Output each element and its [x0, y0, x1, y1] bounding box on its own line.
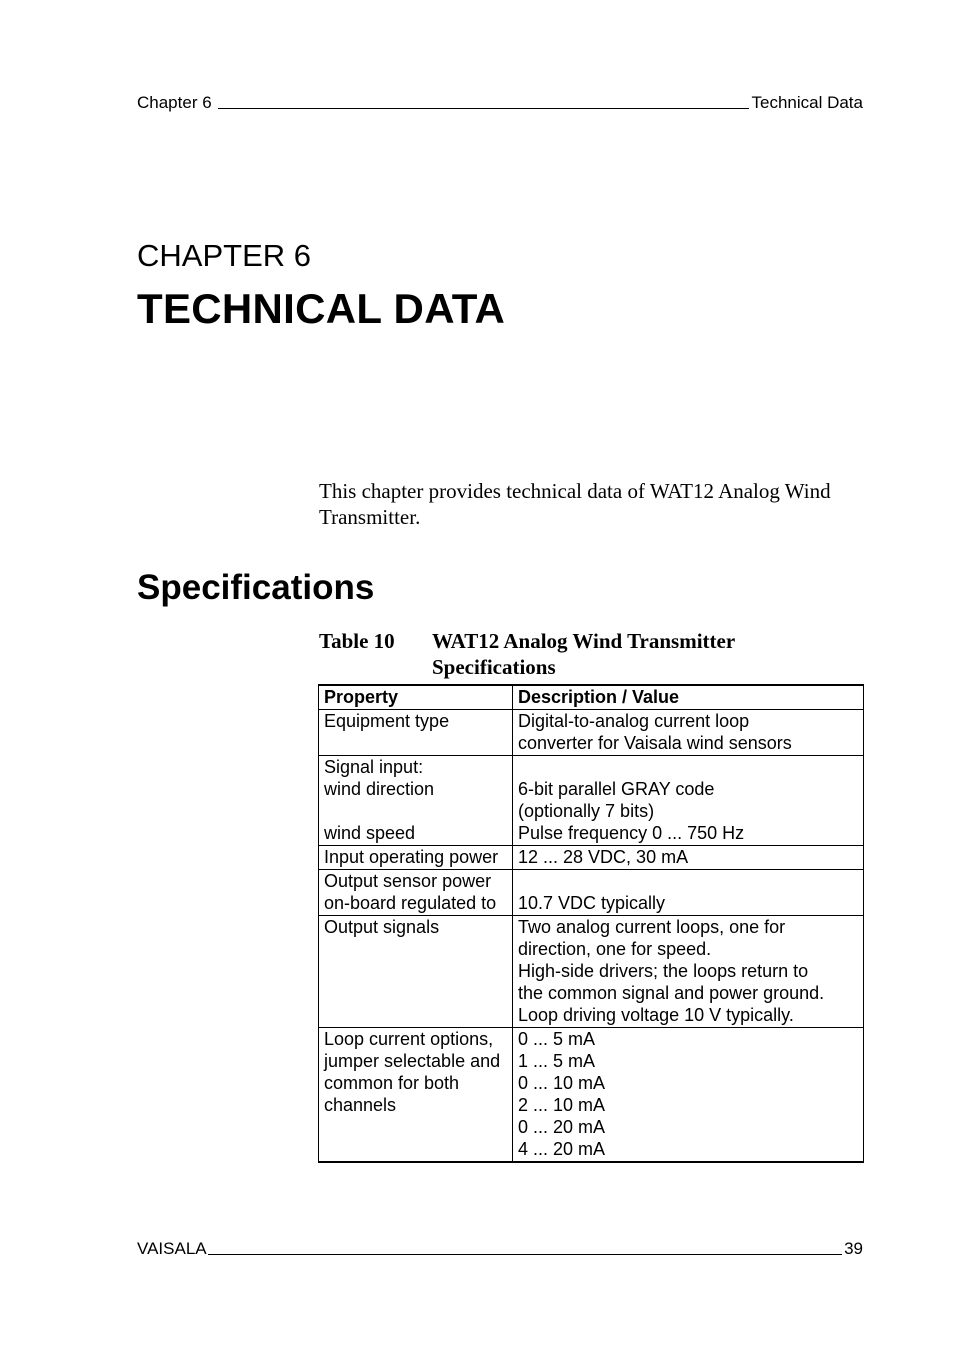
cell-line: Equipment type — [324, 711, 450, 731]
header-section: Technical Data — [751, 93, 863, 112]
property-cell — [319, 870, 513, 916]
cell-line: 0 ... 20 mA — [518, 1117, 606, 1137]
table-caption — [319, 628, 863, 680]
table-header-row — [319, 685, 864, 710]
property-cell — [319, 710, 513, 756]
page-footer — [137, 1237, 863, 1259]
cell-line: jumper selectable and — [324, 1051, 501, 1071]
section-title: Specifications — [137, 568, 375, 607]
footer-company: VAISALA — [137, 1239, 207, 1258]
header-chapter: Chapter 6 — [137, 93, 212, 112]
chapter-label: CHAPTER 6 — [137, 238, 311, 273]
cell-line: High-side drivers; the loops return to — [518, 961, 809, 981]
value-cell — [513, 756, 864, 846]
property-cell — [319, 916, 513, 1028]
table-row — [319, 916, 864, 1028]
value-cell — [513, 846, 864, 870]
cell-line: converter for Vaisala wind sensors — [518, 733, 792, 753]
page-header — [137, 91, 863, 113]
table-row — [319, 710, 864, 756]
cell-line: direction, one for speed. — [518, 939, 712, 959]
cell-line: 6-bit parallel GRAY code — [518, 779, 715, 799]
table-body — [319, 710, 864, 1163]
footer-rule — [208, 1254, 842, 1255]
value-cell — [513, 916, 864, 1028]
cell-line: Loop driving voltage 10 V typically. — [518, 1005, 794, 1025]
cell-line: wind direction — [324, 779, 435, 799]
value-cell — [513, 870, 864, 916]
cell-line: 10.7 VDC typically — [518, 893, 666, 913]
cell-line: common for both — [324, 1073, 460, 1093]
cell-line: 12 ... 28 VDC, 30 mA — [518, 847, 689, 867]
cell-line: 0 ... 10 mA — [518, 1073, 606, 1093]
cell-line: channels — [324, 1095, 397, 1115]
chapter-title: TECHNICAL DATA — [137, 285, 506, 332]
cell-line: Input operating power — [324, 847, 499, 867]
table-caption-number: Table 10 — [319, 629, 395, 653]
blank-line — [518, 756, 859, 778]
table-row — [319, 756, 864, 846]
value-cell — [513, 1028, 864, 1163]
column-header-property: Property — [319, 685, 513, 710]
cell-line: Digital-to-analog current loop — [518, 711, 750, 731]
cell-line: Signal input: — [324, 757, 424, 777]
cell-line: 2 ... 10 mA — [518, 1095, 606, 1115]
table-row — [319, 1028, 864, 1163]
cell-line: the common signal and power ground. — [518, 983, 825, 1003]
column-header-value: Description / Value — [513, 685, 864, 710]
cell-line: 0 ... 5 mA — [518, 1029, 596, 1049]
cell-line: (optionally 7 bits) — [518, 801, 655, 821]
page-number: 39 — [844, 1239, 863, 1258]
value-cell — [513, 710, 864, 756]
cell-line: Pulse frequency 0 ... 750 Hz — [518, 823, 745, 843]
property-cell — [319, 846, 513, 870]
property-cell — [319, 756, 513, 846]
blank-line — [324, 800, 508, 822]
cell-line: on-board regulated to — [324, 893, 497, 913]
cell-line: 1 ... 5 mA — [518, 1051, 596, 1071]
cell-line: Output sensor power — [324, 871, 492, 891]
cell-line: wind speed — [324, 823, 416, 843]
cell-line: 4 ... 20 mA — [518, 1139, 606, 1159]
cell-line: Output signals — [324, 917, 440, 937]
table-caption-text: WAT12 Analog Wind Transmitter Specifications — [432, 629, 735, 679]
cell-line: Two analog current loops, one for — [518, 917, 786, 937]
blank-line — [518, 870, 859, 892]
table-row — [319, 846, 864, 870]
property-cell — [319, 1028, 513, 1163]
intro-paragraph: This chapter provides technical data of WAT12 Analog Wind Transmitter. — [319, 479, 831, 529]
spec-table — [318, 684, 864, 1163]
cell-line: Loop current options, — [324, 1029, 494, 1049]
header-rule — [218, 108, 750, 109]
table-row — [319, 870, 864, 916]
